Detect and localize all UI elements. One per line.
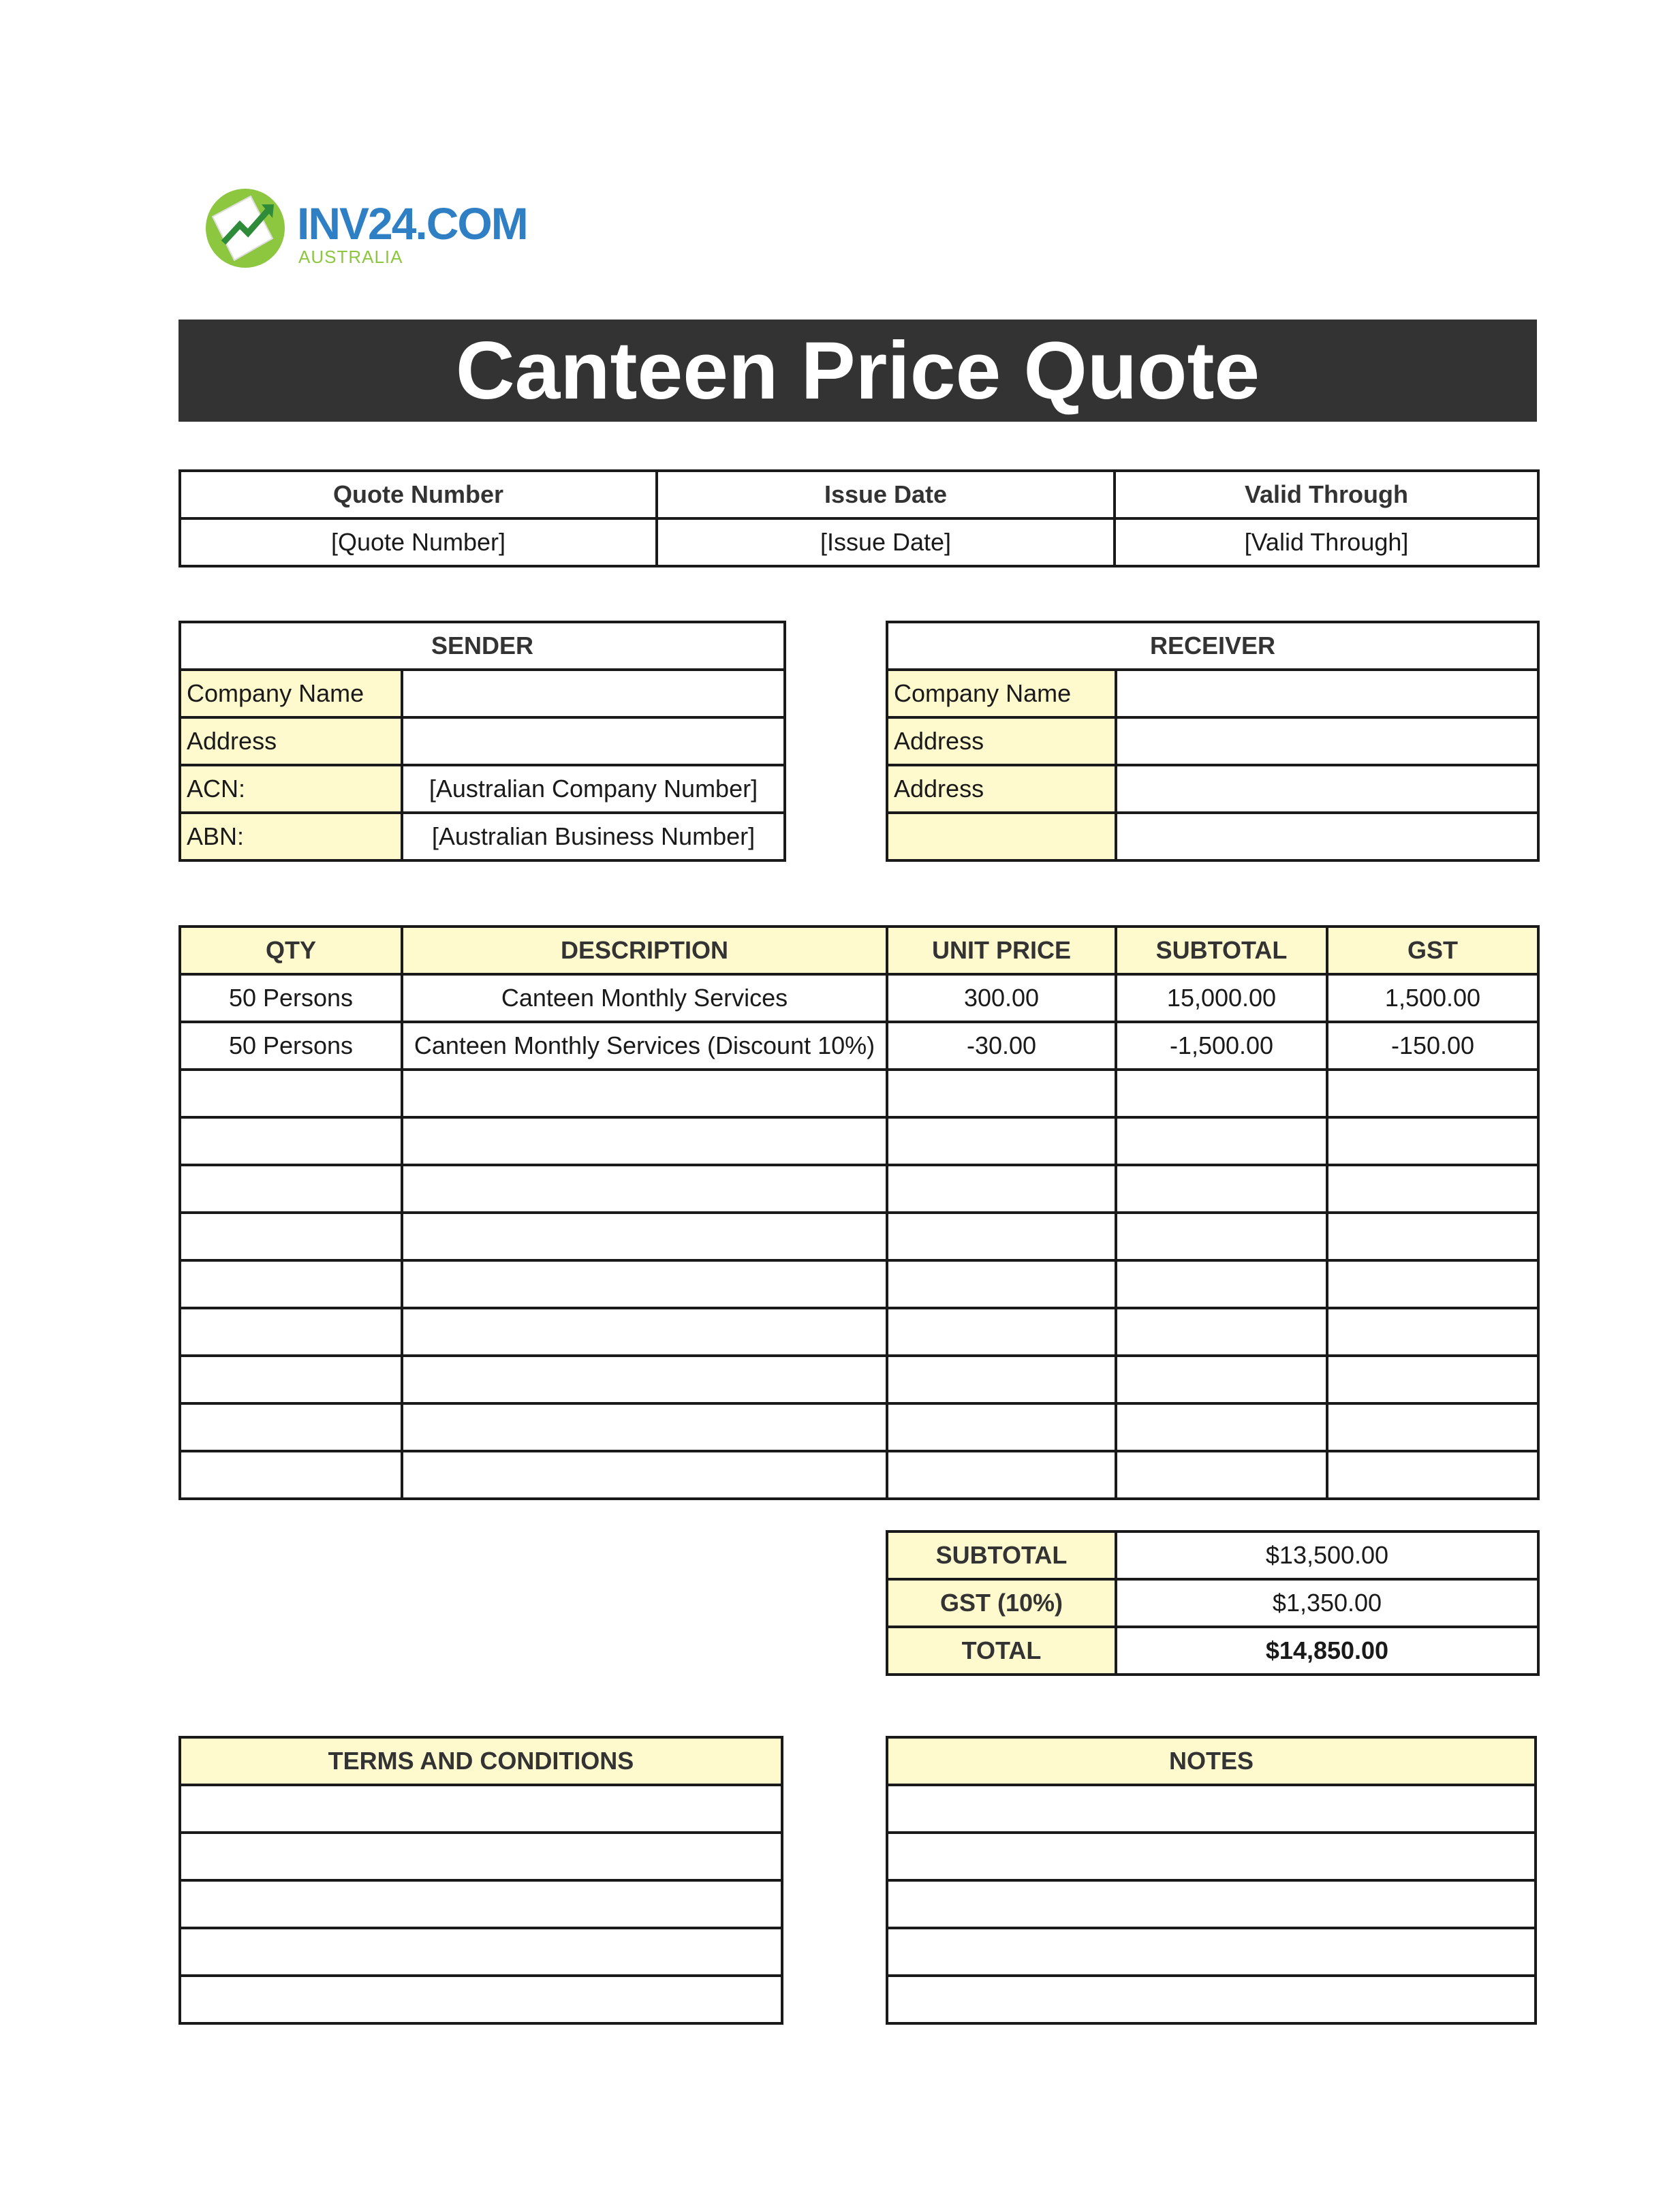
- subtotal-label: SUBTOTAL: [887, 1531, 1116, 1579]
- table-row: [180, 1213, 1538, 1260]
- gst-cell[interactable]: [1327, 1451, 1538, 1499]
- gst-value: $1,350.00: [1116, 1579, 1538, 1627]
- receiver-label: Company Name: [887, 670, 1116, 717]
- description-cell[interactable]: [402, 1356, 887, 1403]
- subtotal-cell[interactable]: [1116, 1117, 1327, 1165]
- terms-line[interactable]: [180, 1880, 782, 1928]
- total-value: $14,850.00: [1116, 1627, 1538, 1675]
- unit-price-cell[interactable]: [887, 1165, 1116, 1213]
- receiver-extra-field[interactable]: [1116, 813, 1538, 860]
- unit-price-header: UNIT PRICE: [887, 927, 1116, 974]
- subtotal-cell[interactable]: -1,500.00: [1116, 1022, 1327, 1070]
- unit-price-cell[interactable]: [887, 1260, 1116, 1308]
- sender-label: Company Name: [180, 670, 402, 717]
- qty-cell[interactable]: [180, 1213, 402, 1260]
- notes-line[interactable]: [887, 1880, 1536, 1928]
- table-row: [180, 1117, 1538, 1165]
- gst-label: GST (10%): [887, 1579, 1116, 1627]
- table-row: [180, 1451, 1538, 1499]
- notes-line[interactable]: [887, 1785, 1536, 1833]
- unit-price-cell[interactable]: [887, 1356, 1116, 1403]
- table-row: [180, 1165, 1538, 1213]
- description-cell[interactable]: Canteen Monthly Services: [402, 974, 887, 1022]
- unit-price-cell[interactable]: [887, 1451, 1116, 1499]
- gst-cell[interactable]: [1327, 1117, 1538, 1165]
- terms-table: [178, 1736, 783, 2025]
- sender-label: ACN:: [180, 765, 402, 813]
- sender-heading: SENDER: [180, 622, 785, 670]
- unit-price-cell[interactable]: [887, 1070, 1116, 1117]
- description-header: DESCRIPTION: [402, 927, 887, 974]
- description-cell[interactable]: [402, 1451, 887, 1499]
- notes-heading: NOTES: [887, 1737, 1536, 1785]
- table-row: [180, 1356, 1538, 1403]
- receiver-label: Address: [887, 717, 1116, 765]
- description-cell[interactable]: [402, 1165, 887, 1213]
- qty-cell[interactable]: 50 Persons: [180, 974, 402, 1022]
- receiver-table: [886, 621, 1540, 862]
- sender-address-field[interactable]: [402, 717, 785, 765]
- notes-line[interactable]: [887, 1976, 1536, 2023]
- subtotal-cell[interactable]: [1116, 1356, 1327, 1403]
- receiver-address2-field[interactable]: [1116, 765, 1538, 813]
- quote-info-table: [178, 469, 1540, 567]
- subtotal-cell[interactable]: [1116, 1260, 1327, 1308]
- totals-table: [886, 1530, 1540, 1676]
- qty-cell[interactable]: [180, 1451, 402, 1499]
- terms-line[interactable]: [180, 1833, 782, 1880]
- gst-header: GST: [1327, 927, 1538, 974]
- description-cell[interactable]: Canteen Monthly Services (Discount 10%): [402, 1022, 887, 1070]
- gst-cell[interactable]: [1327, 1165, 1538, 1213]
- title-bar: [178, 320, 1537, 422]
- sender-abn-field[interactable]: [Australian Business Number]: [402, 813, 785, 860]
- gst-cell[interactable]: [1327, 1308, 1538, 1356]
- terms-line[interactable]: [180, 1785, 782, 1833]
- sender-table: [178, 621, 786, 862]
- sender-acn-field[interactable]: [Australian Company Number]: [402, 765, 785, 813]
- total-label: TOTAL: [887, 1627, 1116, 1675]
- notes-line[interactable]: [887, 1833, 1536, 1880]
- logo-brand: INV24.COM: [297, 198, 527, 249]
- receiver-company-field[interactable]: [1116, 670, 1538, 717]
- qty-cell[interactable]: [180, 1356, 402, 1403]
- terms-heading: TERMS AND CONDITIONS: [180, 1737, 782, 1785]
- description-cell[interactable]: [402, 1308, 887, 1356]
- description-cell[interactable]: [402, 1403, 887, 1451]
- valid-through-header: Valid Through: [1115, 471, 1538, 518]
- description-cell[interactable]: [402, 1213, 887, 1260]
- subtotal-cell[interactable]: [1116, 1308, 1327, 1356]
- gst-cell[interactable]: [1327, 1213, 1538, 1260]
- quote-number-header: Quote Number: [180, 471, 657, 518]
- subtotal-value: $13,500.00: [1116, 1531, 1538, 1579]
- unit-price-cell[interactable]: [887, 1308, 1116, 1356]
- subtotal-cell[interactable]: [1116, 1403, 1327, 1451]
- qty-cell[interactable]: [180, 1403, 402, 1451]
- issue-date-header: Issue Date: [657, 471, 1115, 518]
- sender-label: Address: [180, 717, 402, 765]
- page-title: Canteen Price Quote: [455, 325, 1260, 416]
- gst-cell[interactable]: [1327, 1356, 1538, 1403]
- terms-line[interactable]: [180, 1928, 782, 1976]
- receiver-heading: RECEIVER: [887, 622, 1538, 670]
- notes-table: [886, 1736, 1537, 2025]
- qty-cell[interactable]: 50 Persons: [180, 1022, 402, 1070]
- table-row: [180, 1308, 1538, 1356]
- unit-price-cell[interactable]: [887, 1403, 1116, 1451]
- description-cell[interactable]: [402, 1117, 887, 1165]
- gst-cell[interactable]: [1327, 1070, 1538, 1117]
- valid-through-field[interactable]: [Valid Through]: [1115, 518, 1538, 566]
- receiver-label: [887, 813, 1116, 860]
- subtotal-cell[interactable]: [1116, 1165, 1327, 1213]
- logo-region: AUSTRALIA: [298, 247, 403, 267]
- table-row: [180, 1403, 1538, 1451]
- qty-header: QTY: [180, 927, 402, 974]
- issue-date-field[interactable]: [Issue Date]: [657, 518, 1115, 566]
- gst-cell[interactable]: [1327, 1260, 1538, 1308]
- description-cell[interactable]: [402, 1260, 887, 1308]
- unit-price-cell[interactable]: [887, 1117, 1116, 1165]
- subtotal-cell[interactable]: [1116, 1070, 1327, 1117]
- unit-price-cell[interactable]: -30.00: [887, 1022, 1116, 1070]
- notes-line[interactable]: [887, 1928, 1536, 1976]
- table-row: [180, 1260, 1538, 1308]
- sender-label: ABN:: [180, 813, 402, 860]
- qty-cell[interactable]: [180, 1165, 402, 1213]
- quote-number-field[interactable]: [Quote Number]: [180, 518, 657, 566]
- table-row: [180, 1070, 1538, 1117]
- qty-cell[interactable]: [180, 1260, 402, 1308]
- receiver-address-field[interactable]: [1116, 717, 1538, 765]
- unit-price-cell[interactable]: [887, 1213, 1116, 1260]
- subtotal-cell[interactable]: [1116, 1213, 1327, 1260]
- subtotal-header: SUBTOTAL: [1116, 927, 1327, 974]
- sender-company-field[interactable]: [402, 670, 785, 717]
- items-table: [178, 925, 1540, 1500]
- description-cell[interactable]: [402, 1070, 887, 1117]
- receiver-label: Address: [887, 765, 1116, 813]
- subtotal-cell[interactable]: [1116, 1451, 1327, 1499]
- qty-cell[interactable]: [180, 1070, 402, 1117]
- table-row: [180, 1022, 1538, 1070]
- subtotal-cell[interactable]: 15,000.00: [1116, 974, 1327, 1022]
- gst-cell[interactable]: [1327, 1403, 1538, 1451]
- gst-cell[interactable]: -150.00: [1327, 1022, 1538, 1070]
- terms-line[interactable]: [180, 1976, 782, 2023]
- qty-cell[interactable]: [180, 1308, 402, 1356]
- table-row: [180, 974, 1538, 1022]
- qty-cell[interactable]: [180, 1117, 402, 1165]
- gst-cell[interactable]: 1,500.00: [1327, 974, 1538, 1022]
- unit-price-cell[interactable]: 300.00: [887, 974, 1116, 1022]
